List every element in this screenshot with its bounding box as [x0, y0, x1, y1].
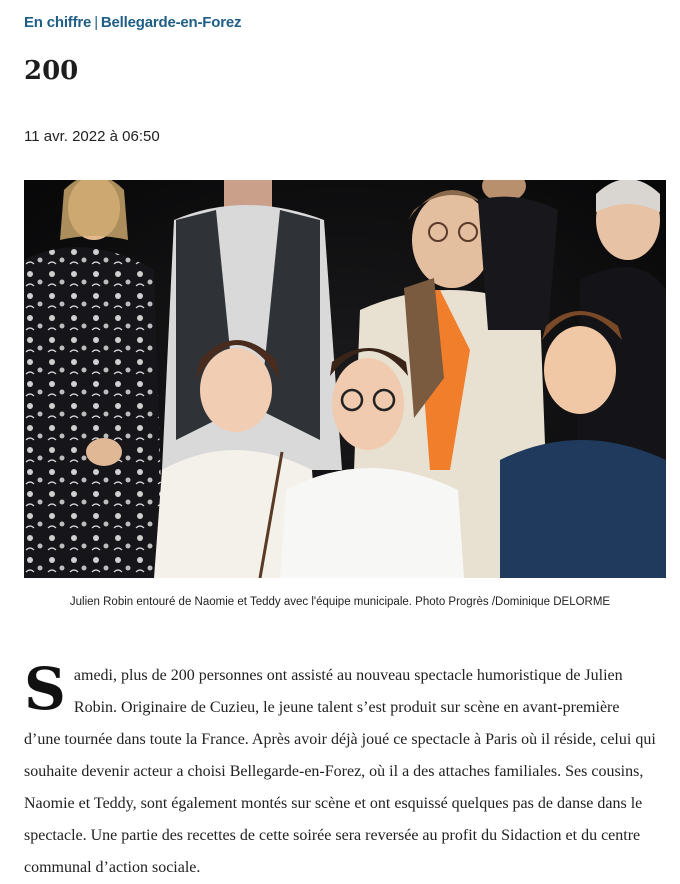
- group-photo-illustration: [24, 180, 666, 578]
- article-text: amedi, plus de 200 personnes ont assisté au nouveau spectacle humoristique de Julien Robin. Originaire de Cuzieu, le jeune talent s’est produit sur scène en avant-première d’une tournée dans toute la France. Après avoir déjà joué ce spectacle à Paris où il réside, celui qui souhaite devenir acteur a choisi Bellegarde-en-Forez, où il a des attaches familiales. Ses cousins, Naomie et Teddy, sont également montés sur scène et ont esquissé quelques pas de danse dans le spectacle. Une partie des recettes de cette soirée sera reversée au profit du Sidaction et du centre communal d’action sociale.: [24, 667, 656, 876]
- publication-date: 11 avr. 2022 à 06:50: [24, 128, 160, 145]
- photo-caption: Julien Robin entouré de Naomie et Teddy avec l'équipe municipale. Photo Progrès /Dominique DELORME: [69, 596, 611, 608]
- article-kicker: [24, 14, 241, 31]
- rubric-link[interactable]: En chiffre: [24, 14, 92, 31]
- location-link[interactable]: Bellegarde-en-Forez: [100, 14, 242, 31]
- dropcap-letter: S: [24, 655, 66, 723]
- article-title: 200: [24, 56, 79, 86]
- article-body: [24, 655, 658, 884]
- kicker-separator: |: [94, 14, 98, 31]
- article-photo[interactable]: [24, 180, 666, 578]
